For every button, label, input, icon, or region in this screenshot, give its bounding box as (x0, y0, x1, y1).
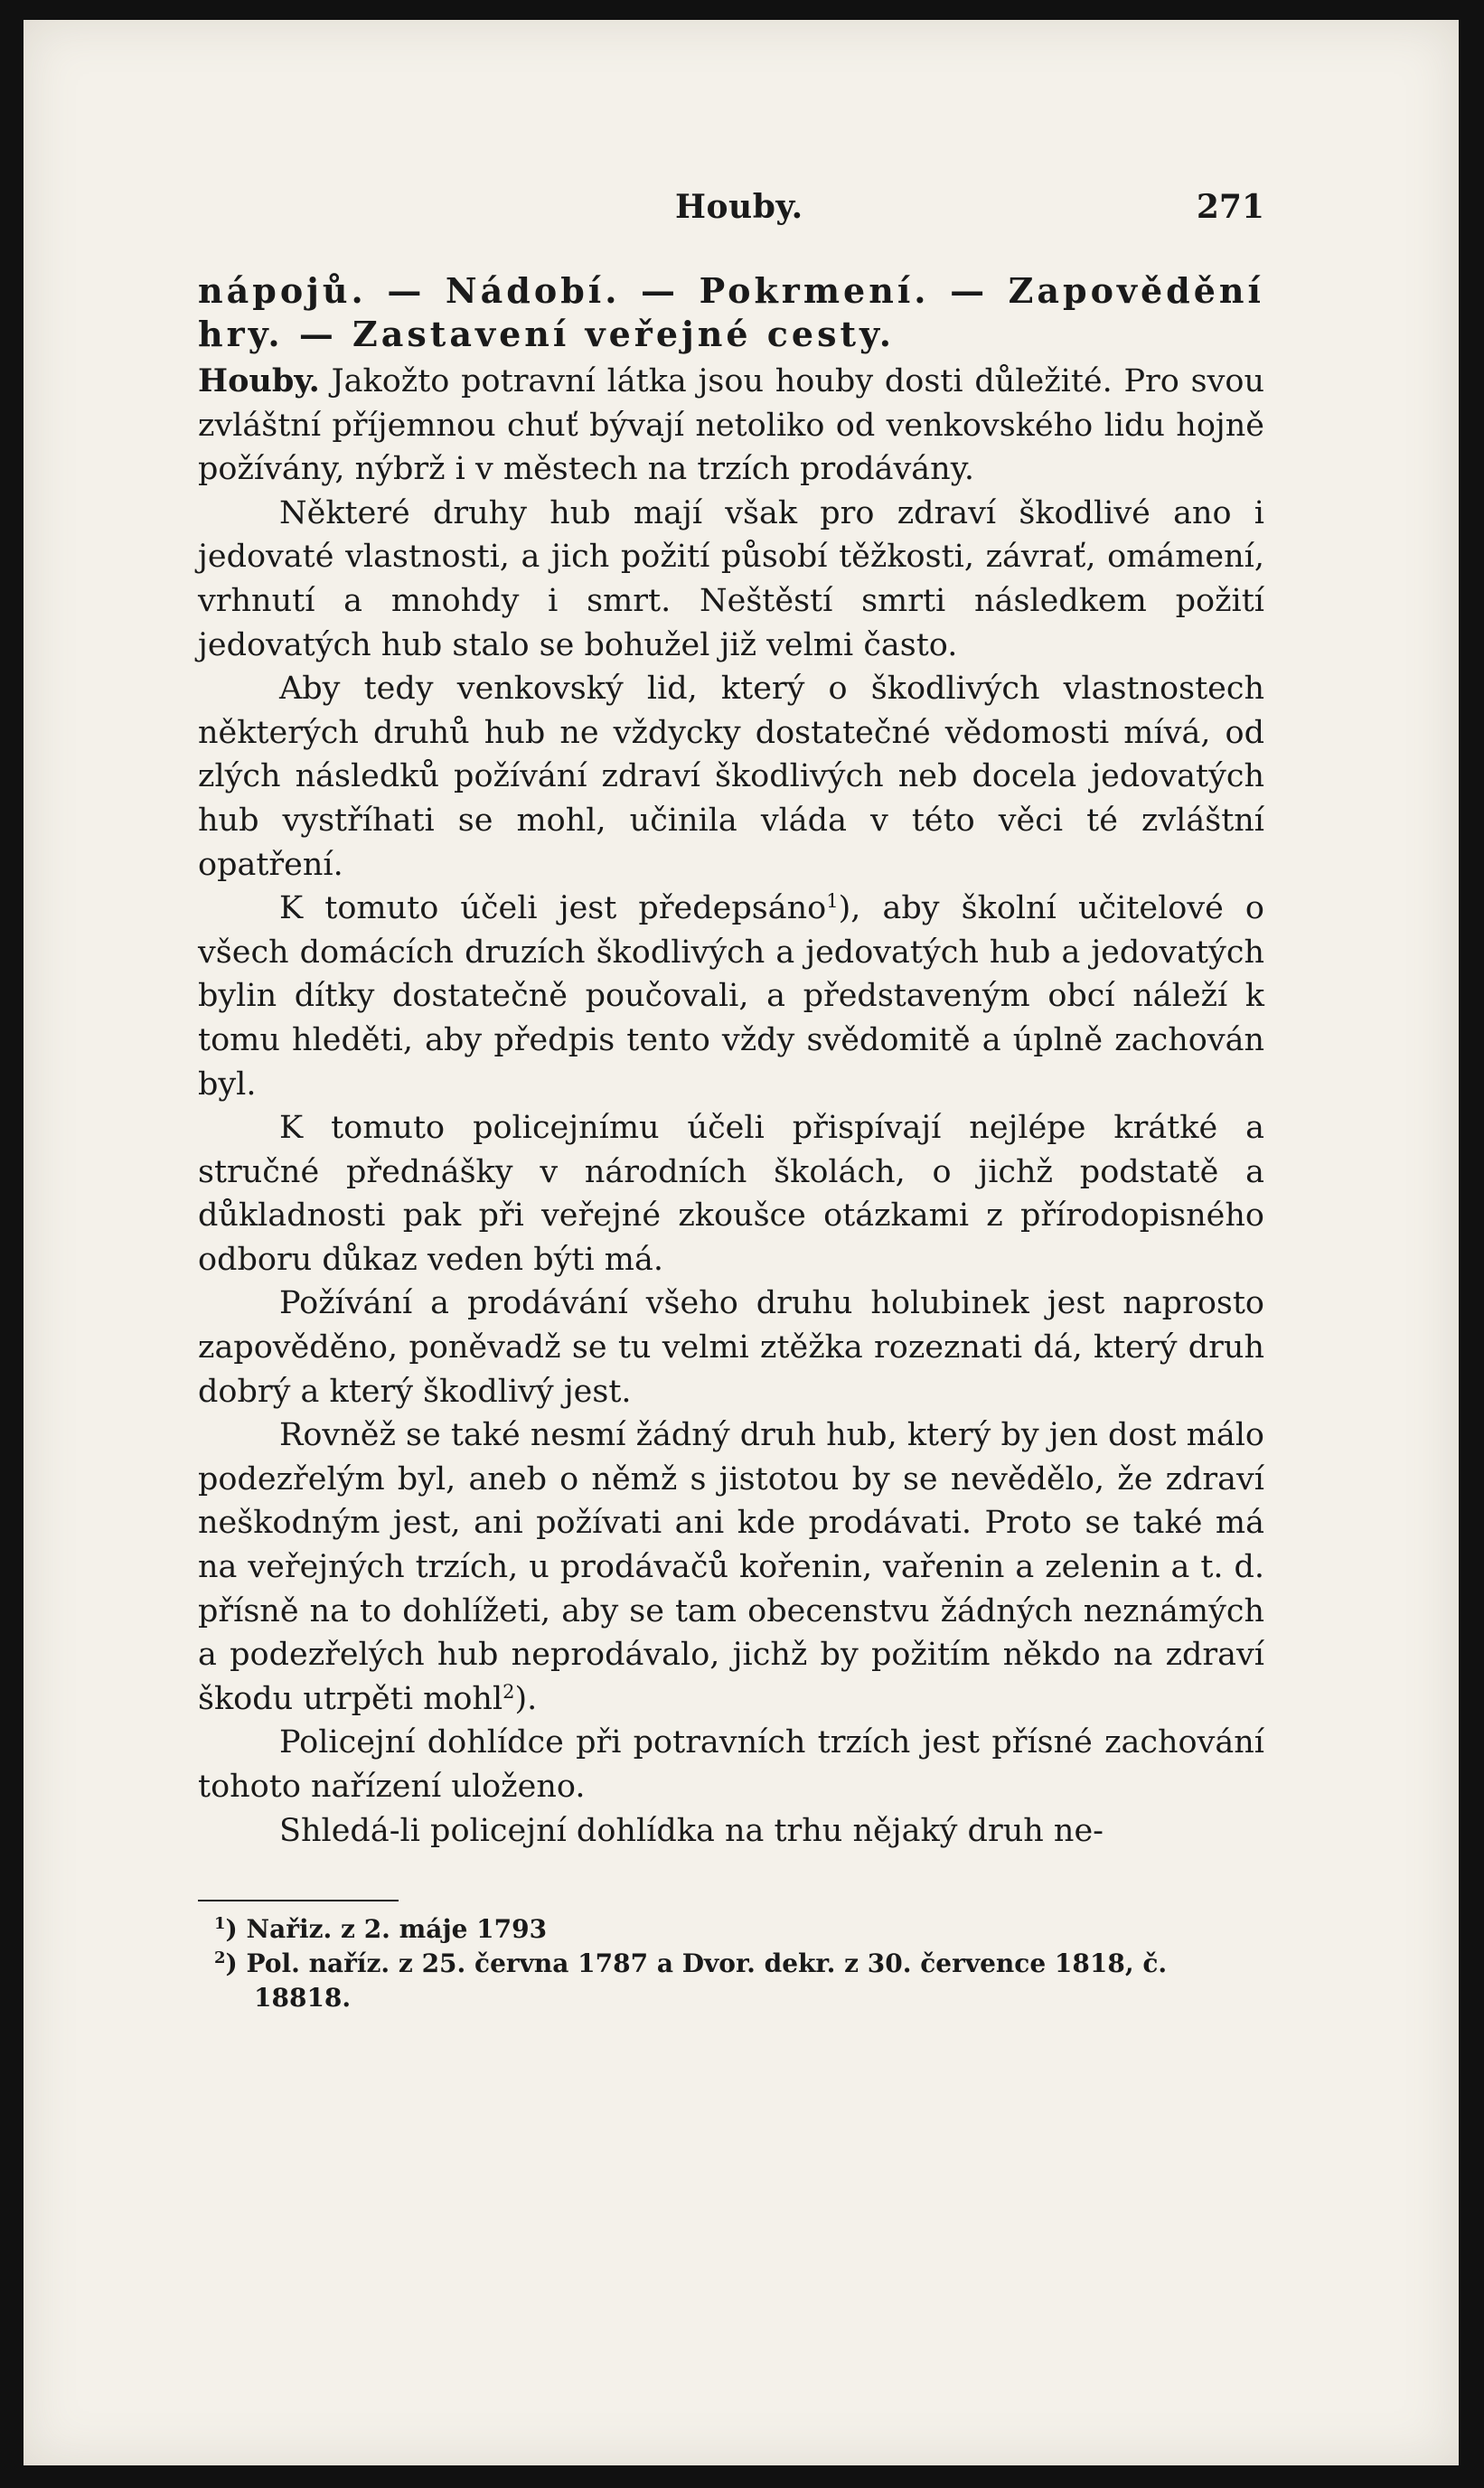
footnote-divider (198, 1900, 399, 1901)
paragraph (198, 1413, 1264, 1721)
document-page (23, 20, 1459, 2465)
paragraph: Aby tedy venkovský lid, který o škodlivých vlastnostech některých druhů hub ne vždycky dostatečné vědomosti mívá, od zlých následků požívání zdraví škodlivých neb docela jedovatých hub vystříhati se mohl, učinila vláda v této věci té zvláštní opatření. (198, 671, 1264, 883)
paragraph-text: K tomuto účeli jest předepsáno (279, 890, 827, 927)
body-text (198, 360, 1264, 1853)
footnote-text: ) Pol. naříz. z 25. června 1787 a Dvor. dekr. z 30. července 1818, č. 18818. (225, 1948, 1168, 2014)
text-block (198, 188, 1264, 2015)
section-title: nápojů. — Nádobí. — Pokrmení. — Zapovědění hry. — Zastavení veřejné cesty. (198, 270, 1264, 354)
paragraph-text: ). (514, 1680, 538, 1717)
paragraph-text: Jakožto potravní látka jsou houby dosti důležité. Pro svou zvláštní příjemnou chuť bývají netoliko od venkovského lidu hojně požívány, nýbrž i v městech na trzích prodávány. (198, 363, 1264, 488)
footnote-mark: 1 (214, 1914, 226, 1934)
paragraph-lead: Houby. (198, 362, 320, 399)
footnotes (198, 1912, 1264, 2015)
footnote (198, 1912, 1264, 1947)
paragraph: K tomuto policejnímu účeli přispívají nejlépe krátké a stručné přednášky v národních školách, o jichž podstatě a důkladnosti pak při veřejné zkoušce otázkami z přírodopisného odboru důkaz veden býti má. (198, 1110, 1264, 1278)
paragraph (198, 887, 1264, 1106)
footnote-ref: 1 (826, 890, 839, 913)
footnote-text: ) Nařiz. z 2. máje 1793 (225, 1914, 548, 1945)
paragraph: Některé druhy hub mají však pro zdraví škodlivé ano i jedovaté vlastnosti, a jich požití působí těžkosti, závrať, omámení, vrhnutí a mnohdy i smrt. Neštěstí smrti následkem požití jedovatých hub stalo se bohužel již velmi často. (198, 494, 1264, 663)
running-head (198, 188, 1264, 242)
footnote-mark: 2 (214, 1948, 226, 1968)
paragraph: Požívání a prodávání všeho druhu holubinek jest naprosto zapověděno, poněvadž se tu velmi ztěžka rozeznati dá, který druh dobrý a který škodlivý jest. (198, 1285, 1264, 1410)
page-number: 271 (1196, 188, 1264, 226)
paragraph-houby (198, 360, 1264, 492)
running-head-title: Houby. (675, 188, 803, 226)
paragraph-text: Rovněž se také nesmí žádný druh hub, který by jen dost málo podezřelým byl, aneb o němž s jistotou by se nevědělo, že zdraví neškodným jest, ani požívati ani kde prodávati. Proto se také má na veřejných trzích, u prodávačů kořenin, vařenin a zelenin a t. d. přísně na to dohlížeti, aby se tam obecenstvu žádných neznámých a podezřelých hub neprodávalo, jichž by požitím někdo na zdraví škodu utrpěti mohl (198, 1417, 1264, 1717)
paragraph: Shledá-li policejní dohlídka na trhu nějaký druh ne- (279, 1812, 1104, 1849)
footnote-ref: 2 (502, 1680, 515, 1703)
paragraph-text: ), aby školní učitelové o všech domácích druzích škodlivých a jedovatých hub a jedovatých bylin dítky dostatečně poučovali, a představeným obcí náleží k tomu hleděti, aby předpis tento vždy svědomitě a úplně zachován byl. (198, 890, 1264, 1103)
footnote (198, 1947, 1264, 2015)
paragraph: Policejní dohlídce při potravních trzích jest přísné zachování tohoto nařízení uloženo. (198, 1724, 1264, 1805)
